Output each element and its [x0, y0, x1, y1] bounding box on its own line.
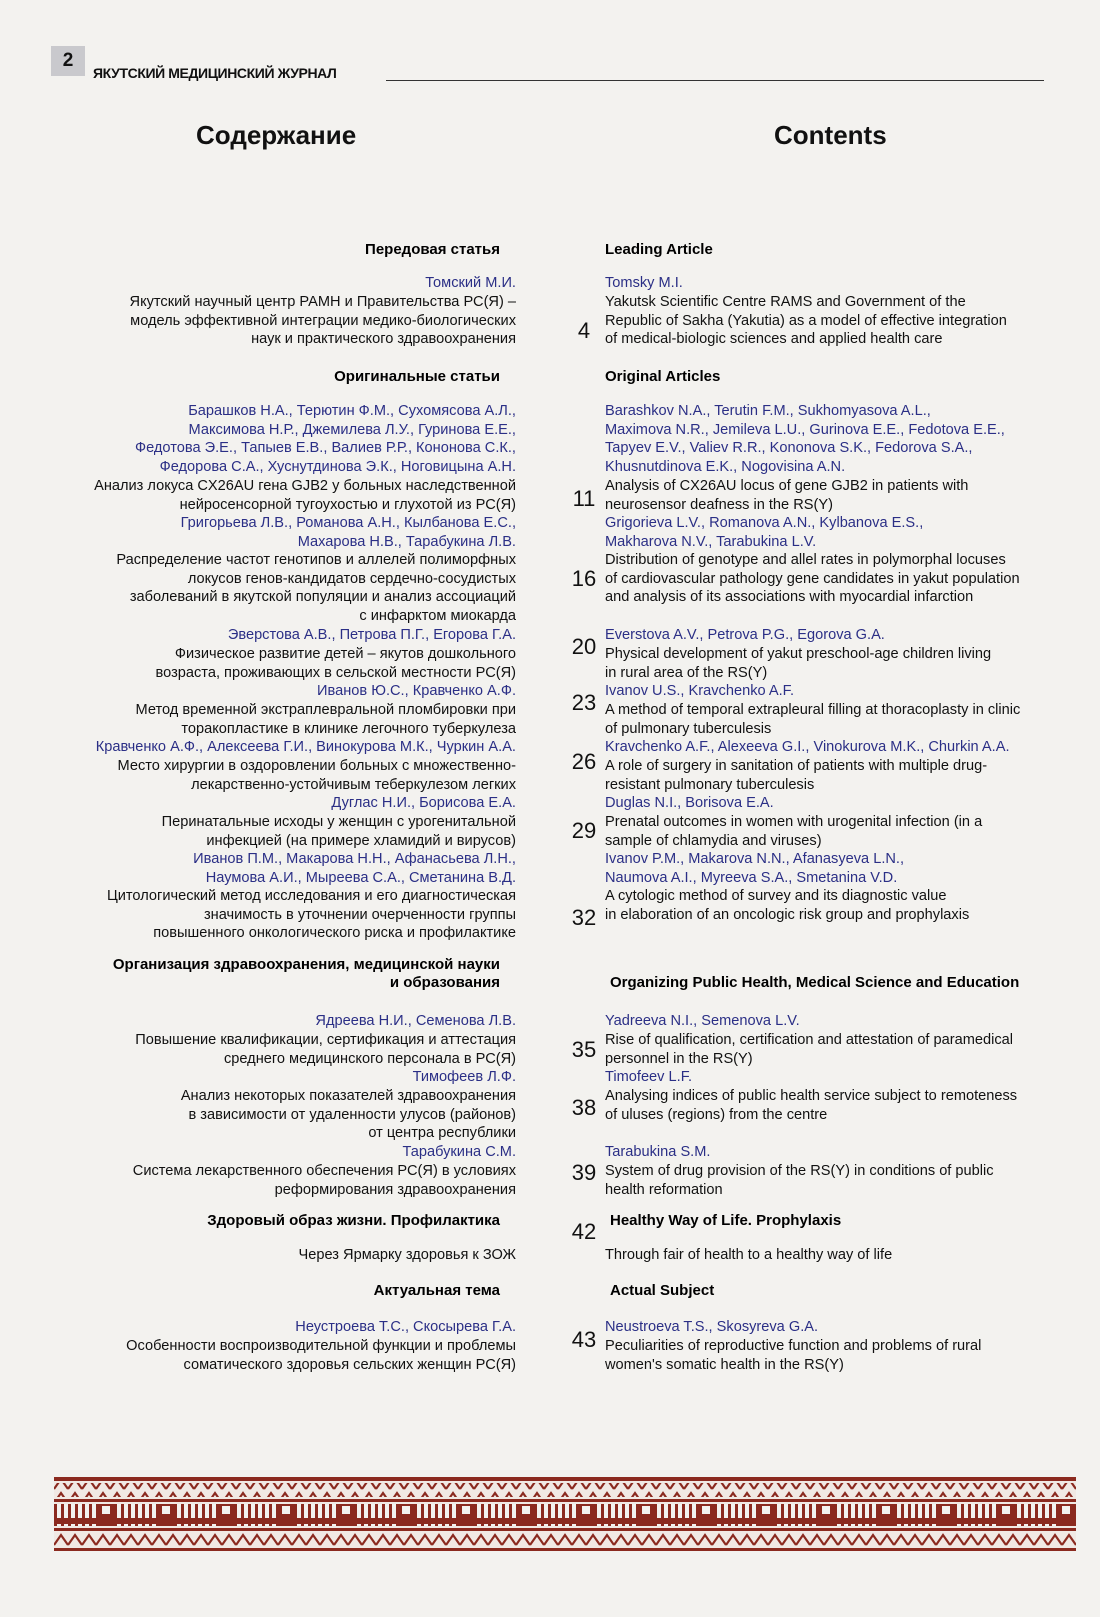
entry-title-ru: с инфарктом миокарда	[359, 607, 516, 624]
entry-authors-en: Ivanov P.M., Makarova N.N., Afanasyeva L.N.,	[605, 851, 905, 867]
entry-authors-en: Tarabukina S.M.	[605, 1144, 711, 1160]
page-number: 2	[51, 46, 85, 76]
entry-authors-en: Barashkov N.A., Terutin F.M., Sukhomyasova A.L.,	[605, 403, 931, 419]
page-ref: 35	[571, 1037, 597, 1062]
entry-authors-ru: Тимофеев Л.Ф.	[412, 1069, 516, 1085]
entry-title-en: of pulmonary tuberculesis	[605, 720, 772, 737]
entry-authors-en: Everstova A.V., Petrova P.G., Egorova G.A.	[605, 627, 885, 643]
entry-title-ru: Через Ярмарку здоровья к ЗОЖ	[298, 1247, 516, 1263]
section-healthy-ru: Здоровый образ жизни. Профилактика	[207, 1212, 500, 1229]
entry-authors-en: Neustroeva T.S., Skosyreva G.A.	[605, 1319, 819, 1335]
entry-title-ru: лекарственно-устойчивым теберкулезом легких	[191, 776, 516, 793]
entry-authors-en: Timofeev L.F.	[605, 1069, 693, 1085]
entry-title-en: in rural area of the RS(Y)	[605, 664, 768, 681]
entry-title-en: health reformation	[605, 1181, 723, 1198]
section-leading-ru: Передовая статья	[365, 241, 500, 258]
entry-title-ru: инфекцией (на примере хламидий и вирусов)	[206, 832, 516, 849]
entry-title-ru: среднего медицинского персонала в РС(Я)	[223, 1050, 516, 1067]
entry-authors-en: Duglas N.I., Borisova E.A.	[605, 795, 774, 811]
entry-title-en: Rise of qualification, certification and attestation of paramedical	[605, 1032, 1014, 1048]
entry-authors-ru: Иванов Ю.С., Кравченко А.Ф.	[317, 683, 516, 699]
section-actual-en: Actual Subject	[610, 1282, 715, 1299]
entry-title-ru: Система лекарственного обеспечения РС(Я) в условиях	[132, 1163, 516, 1179]
entry-authors-en: Grigorieva L.V., Romanova A.N., Kylbanova E.S.,	[605, 515, 924, 531]
entry-title-en: A cytologic method of survey and its diagnostic value	[605, 888, 947, 904]
title-ru: Содержание	[196, 120, 357, 150]
entry-title-ru: модель эффективной интеграции медико-биологических	[130, 312, 516, 329]
page-ref: 43	[571, 1327, 597, 1352]
entry-title-en: Republic of Sakha (Yakutia) as a model of effective integration	[605, 312, 1007, 329]
page-ref: 42	[571, 1219, 597, 1244]
page-ref: 20	[571, 634, 597, 659]
section-actual-ru: Актуальная тема	[373, 1282, 500, 1299]
entry-authors-ru: Григорьева Л.В., Романова А.Н., Кылбанова Е.С.,	[180, 515, 516, 531]
entry-title-en: Analysing indices of public health service subject to remoteness	[605, 1088, 1018, 1104]
entry-title-ru: Повышение квалификации, сертификация и аттестация	[135, 1032, 516, 1048]
entry-authors-ru: Максимова Н.Р., Джемилева Л.У., Гуринова Е.Е.,	[188, 421, 516, 438]
entry-title-ru: Распределение частот генотипов и аллелей полиморфных	[116, 552, 516, 568]
entry-authors-ru: Неустроева Т.С., Скосырева Г.А.	[295, 1319, 516, 1335]
entry-title-en: Peculiarities of reproductive function and problems of rural	[605, 1338, 982, 1354]
entry-authors-en: Kravchenko A.F., Alexeeva G.I., Vinokurova M.K., Churkin A.A.	[605, 739, 1010, 755]
section-healthy-en: Healthy Way of Life. Prophylaxis	[610, 1212, 842, 1229]
entry-title-ru: реформирования здравоохранения	[274, 1181, 516, 1198]
page-ref: 26	[571, 749, 597, 774]
title-en: Contents	[774, 120, 887, 150]
section-original-ru: Оригинальные статьи	[334, 368, 500, 385]
entry-title-ru: значимость в уточнении очерченности группы	[203, 906, 516, 923]
entry-title-ru: Место хирургии в оздоровлении больных с множественно-	[117, 758, 516, 774]
entry-title-en: resistant pulmonary tuberculesis	[605, 776, 815, 793]
entry-title-ru: Якутский научный центр РАМН и Правительства РС(Я) –	[129, 294, 516, 310]
entry-title-en: personnel in the RS(Y)	[605, 1050, 753, 1067]
entry-title-en: Distribution of genotype and allel rates in polymorphal locuses	[605, 552, 1006, 568]
entry-authors-en: Yadreeva N.I., Semenova L.V.	[605, 1013, 800, 1029]
entry-title-en: A method of temporal extrapleural filling at thoracoplasty in clinic	[605, 702, 1021, 718]
entry-title-en: of uluses (regions) from the centre	[605, 1106, 828, 1123]
entry-title-ru: возраста, проживающих в сельской местности РС(Я)	[155, 664, 516, 681]
entry-title-ru: Анализ локуса CX26AU гена GJB2 у больных наследственной	[94, 478, 516, 494]
entry-title-ru: Метод временной экстраплевральной пломбировки при	[135, 702, 516, 718]
entry-title-en: A role of surgery in sanitation of patients with multiple drug-	[605, 758, 988, 774]
entry-title-ru: повышенного онкологического риска и профилактике	[153, 925, 516, 942]
page-ref: 4	[577, 318, 591, 343]
page-ref: 23	[571, 690, 597, 715]
page-ref: 38	[571, 1095, 597, 1120]
entry-authors-en: Tapyev E.V., Valiev R.R., Kononova S.K., Fedorova S.A.,	[605, 440, 973, 457]
entry-title-ru: Цитологический метод исследования и его диагностическая	[106, 888, 516, 904]
entry-authors-ru: Иванов П.М., Макарова Н.Н., Афанасьева Л.Н.,	[193, 851, 516, 867]
entry-authors-ru: Тарабукина С.М.	[402, 1144, 516, 1160]
entry-title-en: and analysis of its associations with myocardial infarction	[605, 589, 974, 606]
entry-title-en: of cardiovascular pathology gene candidates in yakut population	[605, 570, 1020, 587]
entry-authors-ru: Эверстова А.В., Петрова П.Г., Егорова Г.А.	[227, 627, 516, 643]
entry-title-ru: Анализ некоторых показателей здравоохранения	[180, 1088, 516, 1104]
entry-title-en: Physical development of yakut preschool-age children living	[605, 646, 992, 662]
entry-title-ru: от центра республики	[368, 1125, 516, 1142]
entry-title-ru: заболеваний в якутской популяции и анализ ассоциаций	[129, 589, 516, 606]
journal-title: ЯКУТСКИЙ МЕДИЦИНСКИЙ ЖУРНАЛ	[93, 65, 337, 81]
entry-title-en: women's somatic health in the RS(Y)	[605, 1356, 844, 1373]
entry-title-en: of medical-biologic sciences and applied health care	[605, 331, 943, 348]
entry-title-en: Prenatal outcomes in women with urogenital infection (in a	[605, 814, 983, 830]
entry-authors-ru: Федотова Э.Е., Тапыев Е.В., Валиев Р.Р., Кононова С.К.,	[135, 440, 516, 457]
entry-title-ru: Физическое развитие детей – якутов дошкольного	[174, 646, 516, 662]
entry-title-ru: Перинатальные исходы у женщин с урогенитальной	[161, 814, 516, 830]
entry-authors-ru: Томский М.И.	[425, 275, 516, 291]
page-ref: 16	[571, 566, 597, 591]
entry-authors-ru: Махарова Н.В., Тарабукина Л.В.	[297, 533, 516, 550]
entry-title-ru: соматического здоровья сельских женщин РС(Я)	[183, 1356, 516, 1373]
entry-title-ru: локусов генов-кандидатов сердечно-сосудистых	[187, 570, 516, 587]
page-ref: 39	[571, 1160, 597, 1185]
entry-title-ru: нейросенсорной тугоухостью и глухотой из РС(Я)	[179, 496, 516, 513]
entry-title-en: Yakutsk Scientific Centre RAMS and Government of the	[605, 294, 966, 310]
page-ref: 29	[571, 818, 597, 843]
entry-authors-en: Tomsky M.I.	[605, 275, 683, 291]
entry-authors-en: Makharova N.V., Tarabukina L.V.	[605, 533, 817, 550]
section-leading-en: Leading Article	[605, 241, 713, 258]
entry-title-en: in elaboration of an oncologic risk group and prophylaxis	[605, 906, 970, 923]
entry-title-en: System of drug provision of the RS(Y) in conditions of public	[605, 1163, 994, 1179]
entry-authors-en: Maximova N.R., Jemileva L.U., Gurinova E.E., Fedotova E.E.,	[605, 421, 1005, 438]
entry-authors-ru: Ядреева Н.И., Семенова Л.В.	[315, 1013, 516, 1029]
entry-title-ru: наук и практического здравоохранения	[251, 331, 516, 348]
entry-authors-ru: Наумова А.И., Мыреева С.А., Сметанина В.Д.	[205, 869, 516, 886]
entry-title-en: neurosensor deafness in the RS(Y)	[605, 496, 833, 513]
section-org-ru-line2: и образования	[389, 974, 500, 991]
entry-authors-en: Ivanov U.S., Kravchenko A.F.	[605, 683, 794, 699]
section-original-en: Original Articles	[605, 368, 721, 385]
entry-authors-ru: Барашков Н.А., Терютин Ф.М., Сухомясова А.Л.,	[188, 403, 516, 419]
header-rule	[386, 80, 1044, 81]
entry-title-ru: в зависимости от удаленности улусов (районов)	[188, 1106, 516, 1123]
section-org-ru-line1: Организация здравоохранения, медицинской науки	[112, 956, 500, 973]
entry-authors-ru: Кравченко А.Ф., Алексеева Г.И., Винокурова М.К., Чуркин А.А.	[95, 739, 516, 755]
entry-authors-en: Khusnutdinova E.K., Nogovisina A.N.	[605, 458, 846, 475]
entry-title-ru: Особенности воспроизводительной функции и проблемы	[126, 1338, 516, 1354]
entry-authors-en: Naumova A.I., Myreeva S.A., Smetanina V.D.	[605, 869, 898, 886]
entry-title-en: Through fair of health to a healthy way of life	[605, 1247, 893, 1263]
ornamental-border	[54, 1477, 1076, 1551]
page-ref: 11	[572, 486, 596, 511]
entry-title-ru: торакопластике в клинике легочного туберкулеза	[181, 720, 516, 737]
section-org-en: Organizing Public Health, Medical Science and Education	[610, 974, 1020, 991]
entry-authors-ru: Дуглас Н.И., Борисова Е.А.	[331, 795, 516, 811]
entry-authors-ru: Федорова С.А., Хуснутдинова Э.К., Ноговицына А.Н.	[159, 458, 516, 475]
entry-title-en: Analysis of CX26AU locus of gene GJB2 in patients with	[605, 478, 969, 494]
entry-title-en: sample of chlamydia and viruses)	[605, 832, 822, 849]
page-ref: 32	[571, 905, 597, 930]
